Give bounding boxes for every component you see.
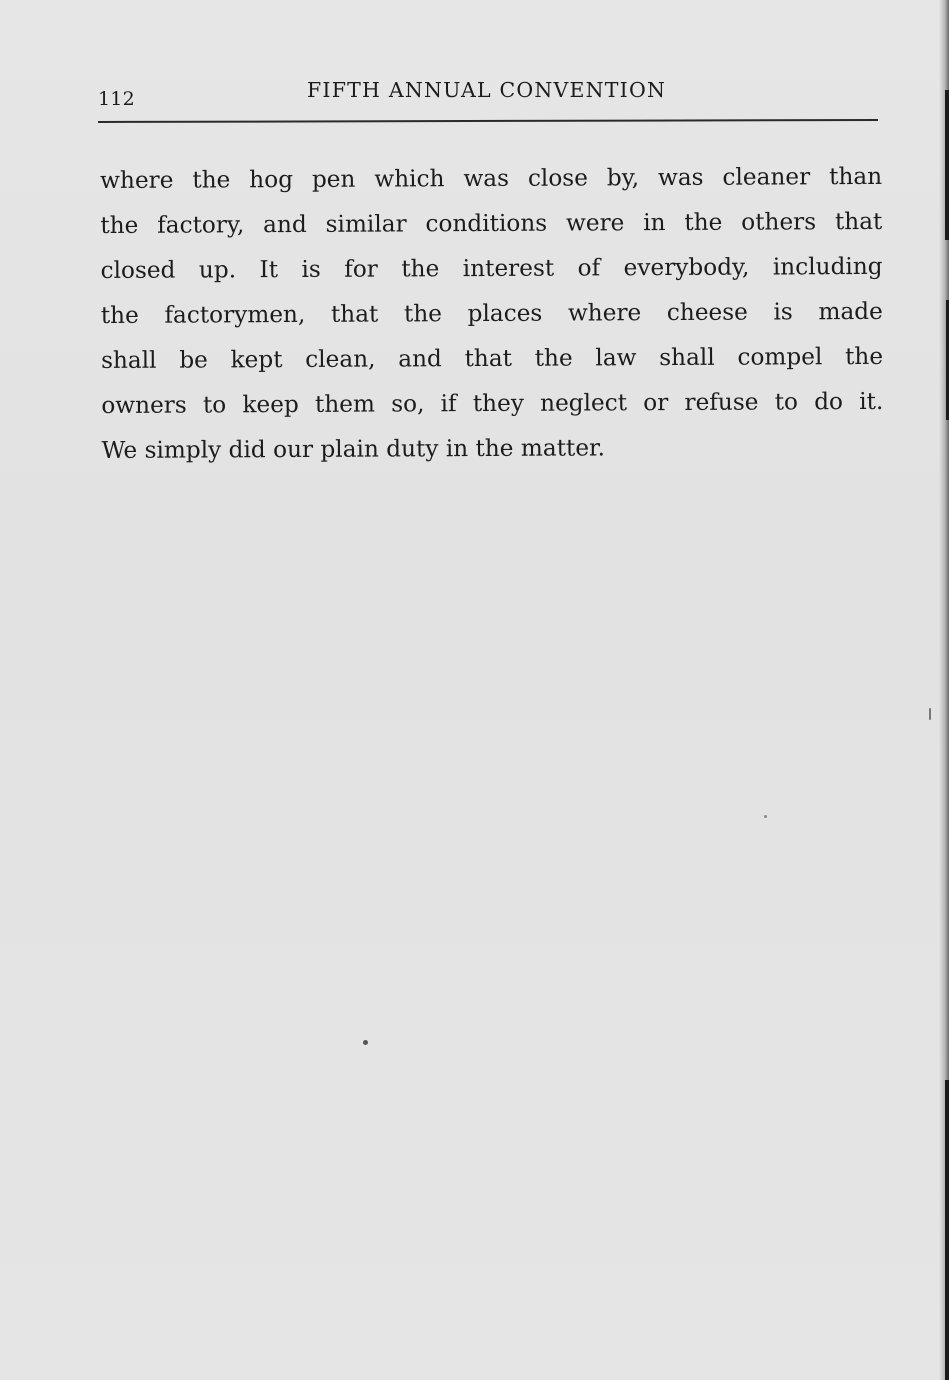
paper-speck xyxy=(929,708,931,720)
text-line: the factorymen, that the places where cheese is made xyxy=(100,297,883,329)
paper-speck xyxy=(363,1040,368,1045)
body-paragraph xyxy=(100,154,884,473)
header-rule xyxy=(98,119,878,123)
text-line: the factory, and similar conditions were in the others that xyxy=(100,207,883,239)
text-line: owners to keep them so, if they neglect or refuse to do it. xyxy=(101,387,884,419)
running-head: FIFTH ANNUAL CONVENTION xyxy=(307,78,667,102)
text-line: shall be kept clean, and that the law shall compel the xyxy=(100,342,884,374)
page-edge-mark xyxy=(945,90,949,240)
text-line: closed up. It is for the interest of everybody, including xyxy=(100,252,883,284)
page-header xyxy=(98,74,878,112)
page-edge-mark xyxy=(945,1080,949,1380)
page-number: 112 xyxy=(98,88,135,110)
text-line: We simply did our plain duty in the matter. xyxy=(101,434,606,464)
text-line: where the hog pen which was close by, was cleaner than xyxy=(100,162,883,194)
paper-speck xyxy=(764,815,767,818)
